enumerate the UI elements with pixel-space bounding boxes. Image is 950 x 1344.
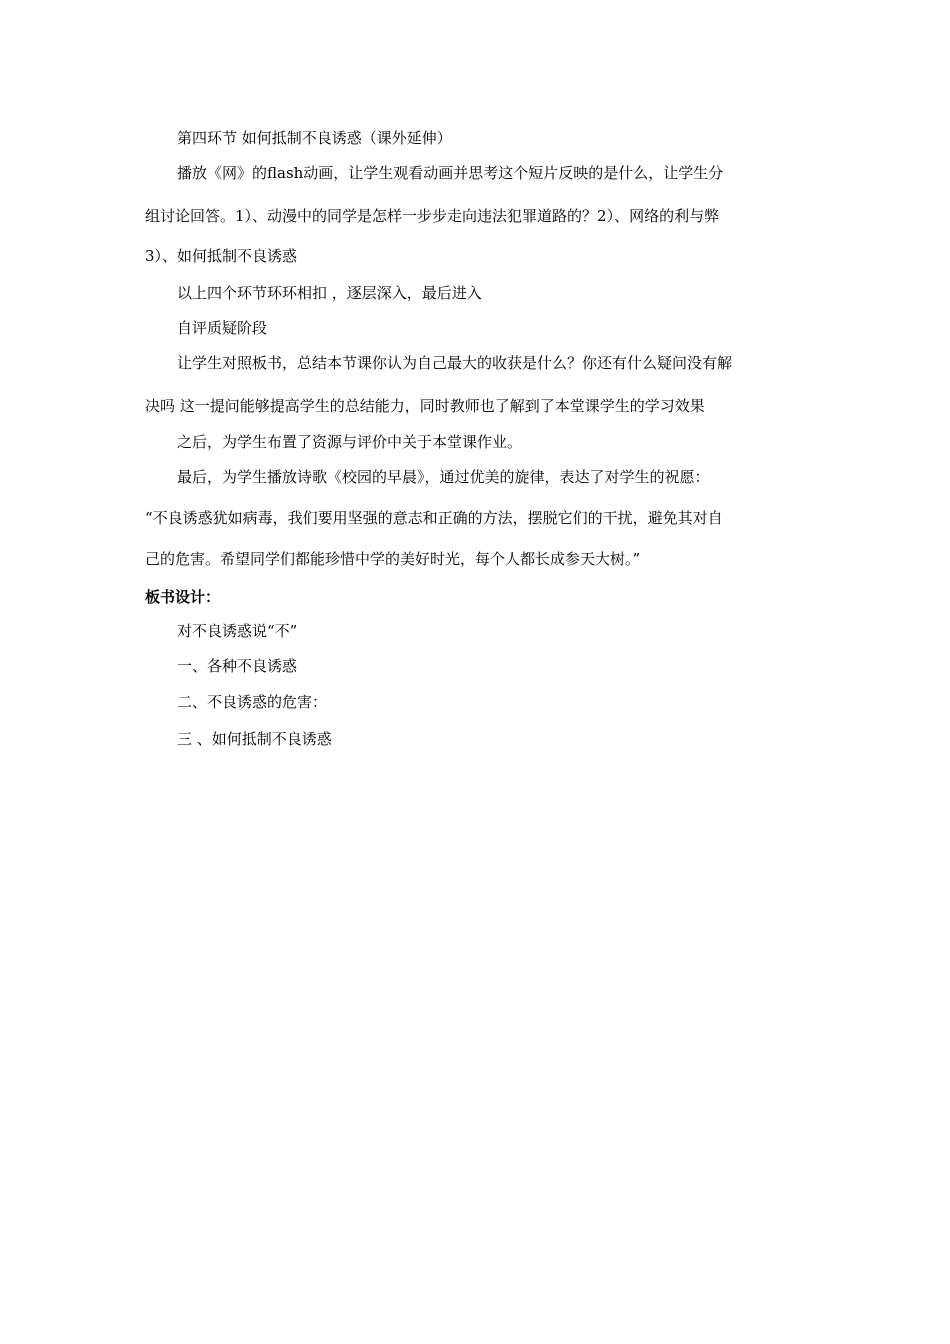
paragraph-line: 播放《网》的flash动画，让学生观看动画并思考这个短片反映的是什么，让学生分 [177, 164, 724, 182]
section-heading: 第四环节 如何抵制不良诱惑（课外延伸） [177, 129, 452, 147]
paragraph-line: 3）、如何抵制不良诱惑 [145, 247, 298, 265]
paragraph-line: 己的危害。希望同学们都能珍惜中学的美好时光，每个人都长成参天大树。” [145, 550, 641, 568]
paragraph-line: 让学生对照板书，总结本节课你认为自己最大的收获是什么？你还有什么疑问没有解 [177, 354, 733, 372]
board-item: 二、不良诱惑的危害： [177, 693, 328, 711]
board-item: 一、各种不良诱惑 [177, 657, 298, 675]
paragraph-line: “不良诱惑犹如病毒，我们要用坚强的意志和正确的方法，摆脱它们的干扰，避免其对自 [145, 509, 723, 527]
paragraph-line: 组讨论回答。1）、动漫中的同学是怎样一步步走向违法犯罪道路的？2）、网络的利与弊 [145, 207, 720, 225]
paragraph-line: 决吗 这一提问能够提高学生的总结能力，同时教师也了解到了本堂课学生的学习效果 [145, 397, 705, 415]
paragraph-line: 之后，为学生布置了资源与评价中关于本堂课作业。 [177, 433, 523, 451]
board-item: 三 、如何抵制不良诱惑 [177, 730, 332, 748]
paragraph-line: 以上四个环节环环相扣 ，逐层深入，最后进入 [177, 284, 482, 302]
board-design-heading: 板书设计： [145, 588, 221, 606]
stage-heading: 自评质疑阶段 [177, 319, 268, 337]
paragraph-line: 最后，为学生播放诗歌《校园的早晨》，通过优美的旋律，表达了对学生的祝愿： [177, 468, 710, 486]
board-title: 对不良诱惑说“不” [177, 622, 298, 640]
